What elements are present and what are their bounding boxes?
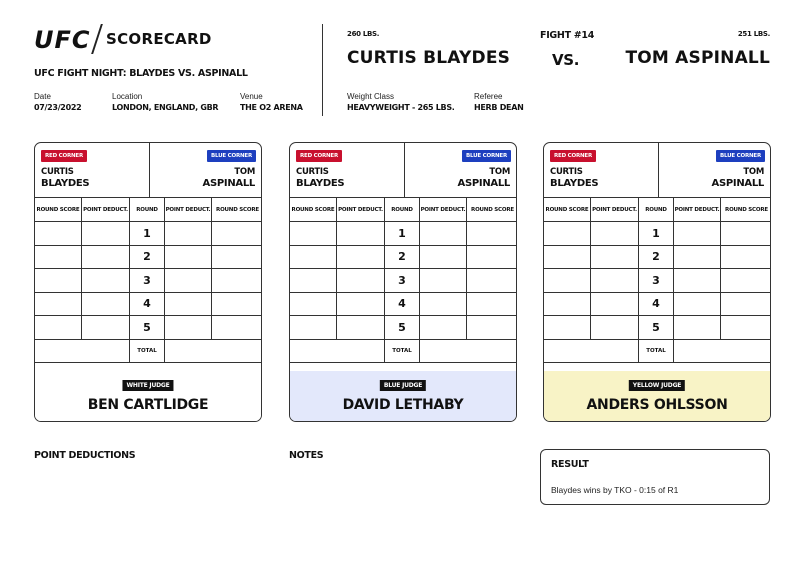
score-cell xyxy=(674,222,721,245)
vs-label: VS. xyxy=(552,51,580,69)
referee-value: HERB DEAN xyxy=(474,103,524,112)
blue-first-name: TOM xyxy=(489,167,510,177)
column-header: POINT DEDUCT. xyxy=(337,198,385,221)
round-number: 3 xyxy=(385,269,420,292)
column-header: ROUND xyxy=(130,198,165,221)
score-cell xyxy=(591,316,639,339)
score-cell xyxy=(544,246,591,269)
red-total-cell xyxy=(35,340,130,363)
notes-label: NOTES xyxy=(289,450,324,461)
score-cell xyxy=(674,246,721,269)
red-last-name: BLAYDES xyxy=(550,178,599,189)
referee-label: Referee xyxy=(474,92,503,101)
score-cell xyxy=(82,316,130,339)
score-cell xyxy=(337,269,385,292)
blue-last-name: ASPINALL xyxy=(711,178,764,189)
score-cell xyxy=(212,269,262,292)
total-row xyxy=(290,340,516,364)
card-header xyxy=(544,143,770,198)
blue-total-cell xyxy=(165,340,262,363)
column-header: POINT DEDUCT. xyxy=(165,198,212,221)
column-header: ROUND xyxy=(639,198,674,221)
round-number: 4 xyxy=(639,293,674,316)
round-number: 3 xyxy=(130,269,165,292)
score-cell xyxy=(290,316,337,339)
score-cell xyxy=(212,222,262,245)
score-cell xyxy=(82,246,130,269)
score-cell xyxy=(674,269,721,292)
round-number: 2 xyxy=(639,246,674,269)
round-row xyxy=(35,246,261,270)
score-cell xyxy=(35,293,82,316)
score-cell xyxy=(290,222,337,245)
judge-name: ANDERS OHLSSON xyxy=(586,397,728,413)
score-cell xyxy=(674,293,721,316)
score-cell xyxy=(420,222,467,245)
round-row xyxy=(290,316,516,340)
round-number: 2 xyxy=(385,246,420,269)
score-cell xyxy=(165,269,212,292)
column-header: POINT DEDUCT. xyxy=(591,198,639,221)
score-cell xyxy=(337,316,385,339)
grid-header-row xyxy=(35,198,261,222)
score-cell xyxy=(591,222,639,245)
score-cell xyxy=(721,222,771,245)
judge-card-1 xyxy=(34,142,262,422)
score-cell xyxy=(337,222,385,245)
column-header: ROUND SCORE xyxy=(35,198,82,221)
column-header: ROUND xyxy=(385,198,420,221)
judge-area xyxy=(35,371,261,422)
blue-fighter-name: TOM ASPINALL xyxy=(625,48,770,68)
round-number: 1 xyxy=(639,222,674,245)
round-number: 5 xyxy=(385,316,420,339)
red-total-cell xyxy=(290,340,385,363)
weight-class-label: Weight Class xyxy=(347,92,394,101)
red-corner-badge: RED CORNER xyxy=(296,150,342,162)
score-cell xyxy=(290,246,337,269)
score-cell xyxy=(420,293,467,316)
column-header: ROUND SCORE xyxy=(290,198,337,221)
total-row xyxy=(544,340,770,364)
score-cell xyxy=(544,222,591,245)
judge-badge: BLUE JUDGE xyxy=(380,380,426,391)
round-row xyxy=(544,246,770,270)
blue-last-name: ASPINALL xyxy=(202,178,255,189)
column-header: ROUND SCORE xyxy=(725,206,768,213)
corner-divider xyxy=(149,143,150,198)
location-value: LONDON, ENGLAND, GBR xyxy=(112,103,219,112)
card-header xyxy=(290,143,516,198)
score-cell xyxy=(165,222,212,245)
score-cell xyxy=(35,269,82,292)
judge-area xyxy=(544,371,770,422)
score-cell xyxy=(420,269,467,292)
score-cell xyxy=(467,316,517,339)
score-cell xyxy=(82,222,130,245)
grid-header-row xyxy=(544,198,770,222)
round-number: 4 xyxy=(130,293,165,316)
score-cell xyxy=(591,269,639,292)
score-cell xyxy=(467,246,517,269)
judge-card-3 xyxy=(543,142,771,422)
score-cell xyxy=(467,293,517,316)
red-last-name: BLAYDES xyxy=(296,178,345,189)
score-cell xyxy=(467,269,517,292)
score-cell xyxy=(212,316,262,339)
date-label: Date xyxy=(34,92,51,101)
card-header xyxy=(35,143,261,198)
score-cell xyxy=(165,246,212,269)
score-cell xyxy=(420,246,467,269)
red-weight: 260 LBS. xyxy=(347,30,380,38)
score-cell xyxy=(721,269,771,292)
column-header: ROUND SCORE xyxy=(471,206,514,213)
score-cell xyxy=(35,222,82,245)
score-cell xyxy=(82,293,130,316)
venue-label: Venue xyxy=(240,92,263,101)
round-number: 1 xyxy=(130,222,165,245)
ufc-logo: UFC xyxy=(34,26,91,54)
logo-divider xyxy=(91,24,103,54)
page-title: SCORECARD xyxy=(106,30,212,48)
red-corner-badge: RED CORNER xyxy=(550,150,596,162)
column-header: POINT DEDUCT. xyxy=(82,198,130,221)
corner-divider xyxy=(658,143,659,198)
score-cell xyxy=(591,246,639,269)
red-corner-badge: RED CORNER xyxy=(41,150,87,162)
round-row xyxy=(544,269,770,293)
red-last-name: BLAYDES xyxy=(41,178,90,189)
blue-last-name: ASPINALL xyxy=(457,178,510,189)
column-header: POINT DEDUCT. xyxy=(674,198,721,221)
score-cell xyxy=(544,316,591,339)
date-value: 07/23/2022 xyxy=(34,103,82,112)
red-total-cell xyxy=(544,340,639,363)
total-label: TOTAL xyxy=(130,340,165,363)
round-number: 4 xyxy=(385,293,420,316)
score-cell xyxy=(721,316,771,339)
event-name: UFC FIGHT NIGHT: BLAYDES VS. ASPINALL xyxy=(34,68,248,79)
red-first-name: CURTIS xyxy=(296,167,329,177)
blue-weight: 251 LBS. xyxy=(737,30,770,38)
result-box xyxy=(540,449,770,505)
round-row xyxy=(544,222,770,246)
judge-card-2 xyxy=(289,142,517,422)
score-cell xyxy=(591,293,639,316)
score-cell xyxy=(337,293,385,316)
score-cell xyxy=(165,316,212,339)
red-first-name: CURTIS xyxy=(41,167,74,177)
round-row xyxy=(290,293,516,317)
round-row xyxy=(544,316,770,340)
judge-area xyxy=(290,371,516,422)
corner-divider xyxy=(404,143,405,198)
red-fighter-name: CURTIS BLAYDES xyxy=(347,48,511,68)
round-row xyxy=(290,269,516,293)
blue-first-name: TOM xyxy=(743,167,764,177)
round-row xyxy=(35,222,261,246)
judge-name: BEN CARTLIDGE xyxy=(87,397,209,413)
score-cell xyxy=(544,269,591,292)
blue-corner-badge: BLUE CORNER xyxy=(462,150,511,162)
score-cell xyxy=(544,293,591,316)
round-row xyxy=(544,293,770,317)
column-header: ROUND SCORE xyxy=(544,198,591,221)
blue-corner-badge: BLUE CORNER xyxy=(207,150,256,162)
blue-corner-badge: BLUE CORNER xyxy=(716,150,765,162)
fight-number: FIGHT #14 xyxy=(540,30,595,41)
round-row xyxy=(35,269,261,293)
round-number: 5 xyxy=(639,316,674,339)
round-row xyxy=(35,316,261,340)
blue-total-cell xyxy=(674,340,771,363)
score-cell xyxy=(290,293,337,316)
point-deductions-label: POINT DEDUCTIONS xyxy=(34,450,136,461)
score-cell xyxy=(420,316,467,339)
score-cell xyxy=(467,222,517,245)
red-first-name: CURTIS xyxy=(550,167,583,177)
score-cell xyxy=(35,246,82,269)
score-cell xyxy=(290,269,337,292)
round-row xyxy=(290,246,516,270)
score-cell xyxy=(674,316,721,339)
round-number: 1 xyxy=(385,222,420,245)
round-row xyxy=(35,293,261,317)
score-cell xyxy=(82,269,130,292)
round-number: 2 xyxy=(130,246,165,269)
result-text: Blaydes wins by TKO - 0:15 of R1 xyxy=(551,485,679,495)
location-label: Location xyxy=(112,92,143,101)
score-cell xyxy=(721,293,771,316)
column-header: POINT DEDUCT. xyxy=(420,198,467,221)
total-row xyxy=(35,340,261,364)
grid-header-row xyxy=(290,198,516,222)
column-header: ROUND SCORE xyxy=(216,206,259,213)
judge-name: DAVID LETHABY xyxy=(342,397,464,413)
score-cell xyxy=(212,246,262,269)
score-cell xyxy=(165,293,212,316)
round-number: 5 xyxy=(130,316,165,339)
score-cell xyxy=(721,246,771,269)
blue-total-cell xyxy=(420,340,517,363)
judge-badge: YELLOW JUDGE xyxy=(629,380,685,391)
header-divider xyxy=(322,24,323,116)
round-row xyxy=(290,222,516,246)
weight-class-value: HEAVYWEIGHT - 265 LBS. xyxy=(347,103,455,112)
total-label: TOTAL xyxy=(385,340,420,363)
venue-value: THE O2 ARENA xyxy=(240,103,303,112)
score-cell xyxy=(212,293,262,316)
blue-first-name: TOM xyxy=(234,167,255,177)
score-cell xyxy=(35,316,82,339)
score-cell xyxy=(337,246,385,269)
total-label: TOTAL xyxy=(639,340,674,363)
judge-badge: WHITE JUDGE xyxy=(122,380,173,391)
round-number: 3 xyxy=(639,269,674,292)
result-title: RESULT xyxy=(551,459,589,470)
